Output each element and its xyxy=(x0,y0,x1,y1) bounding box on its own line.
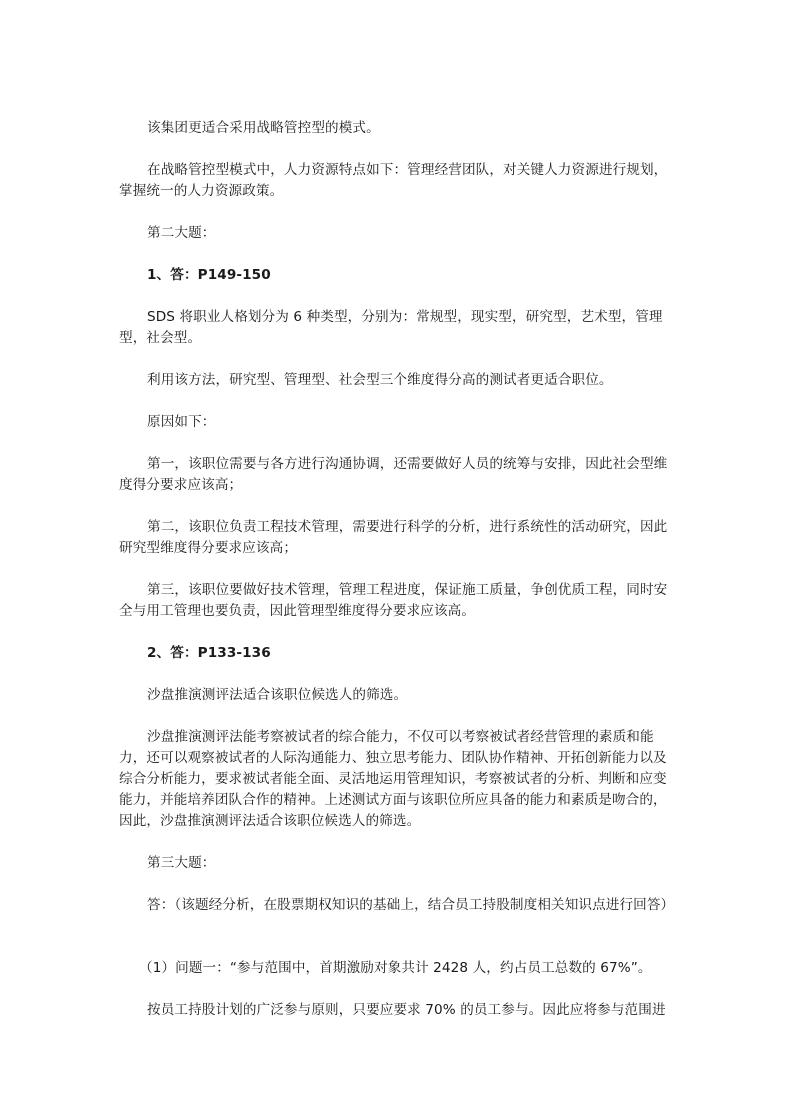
paragraph-sandbox-suitable: 沙盘推演测评法适合该职位候选人的筛选。 xyxy=(147,687,408,703)
heading-question-three: 第三大题： xyxy=(147,855,216,871)
paragraph-reason-second: 第二，该职位负责工程技术管理，需要进行科学的分析，进行系统性的活动研究，因此研究型维度得分要求应该高； xyxy=(119,519,668,556)
paragraph-method-result: 利用该方法，研究型、管理型、社会型三个维度得分高的测试者更适合职位。 xyxy=(147,372,613,388)
paragraph-question-one: （1）问题一：“参与范围中，首期激励对象共计 2428 人，约占员工总数的 67%”。 xyxy=(139,960,652,976)
answer-two-reference: 2、答：P133-136 xyxy=(147,645,271,661)
paragraph-sandbox-explanation: 沙盘推演测评法能考察被试者的综合能力，不仅可以考察被试者经营管理的素质和能力，还可以观察被试者的人际沟通能力、独立思考能力、团队协作精神、开拓创新能力以及综合分析能力，要求被试者能全面、灵活地运用管理知识，考察被试者的分析、判断和应变能力，并能培养团队合作的精神。上述测试方面与该职位所应具备的能力和素质是吻合的，因此，沙盘推演测评法适合该职位候选人的筛选。 xyxy=(119,729,667,829)
paragraph-reason-first: 第一，该职位需要与各方进行沟通协调，还需要做好人员的统筹与安排，因此社会型维度得分要求应该高； xyxy=(119,456,668,493)
heading-question-two: 第二大题： xyxy=(147,225,216,241)
paragraph-reason-third: 第三，该职位要做好技术管理，管理工程进度，保证施工质量，争创优质工程，同时安全与用工管理也要负责，因此管理型维度得分要求应该高。 xyxy=(119,582,668,619)
paragraph-conclusion-mode: 该集团更适合采用战略管控型的模式。 xyxy=(147,120,380,136)
answer-one-reference: 1、答：P149-150 xyxy=(147,267,271,283)
paragraph-participation-principle: 按员工持股计划的广泛参与原则，只要应要求 70% 的员工参与。因此应将参与范围进 xyxy=(147,1002,666,1018)
paragraph-sds-types: SDS 将职业人格划分为 6 种类型，分别为：常规型，现实型，研究型，艺术型，管理型，社会型。 xyxy=(119,309,663,346)
paragraph-hr-features: 在战略管控型模式中，人力资源特点如下：管理经营团队，对关键人力资源进行规划，掌握统一的人力资源政策。 xyxy=(119,162,668,199)
paragraph-answer-intro: 答：（该题经分析，在股票期权知识的基础上，结合员工持股制度相关知识点进行回答） xyxy=(147,897,675,913)
paragraph-reasons-heading: 原因如下： xyxy=(147,414,216,430)
